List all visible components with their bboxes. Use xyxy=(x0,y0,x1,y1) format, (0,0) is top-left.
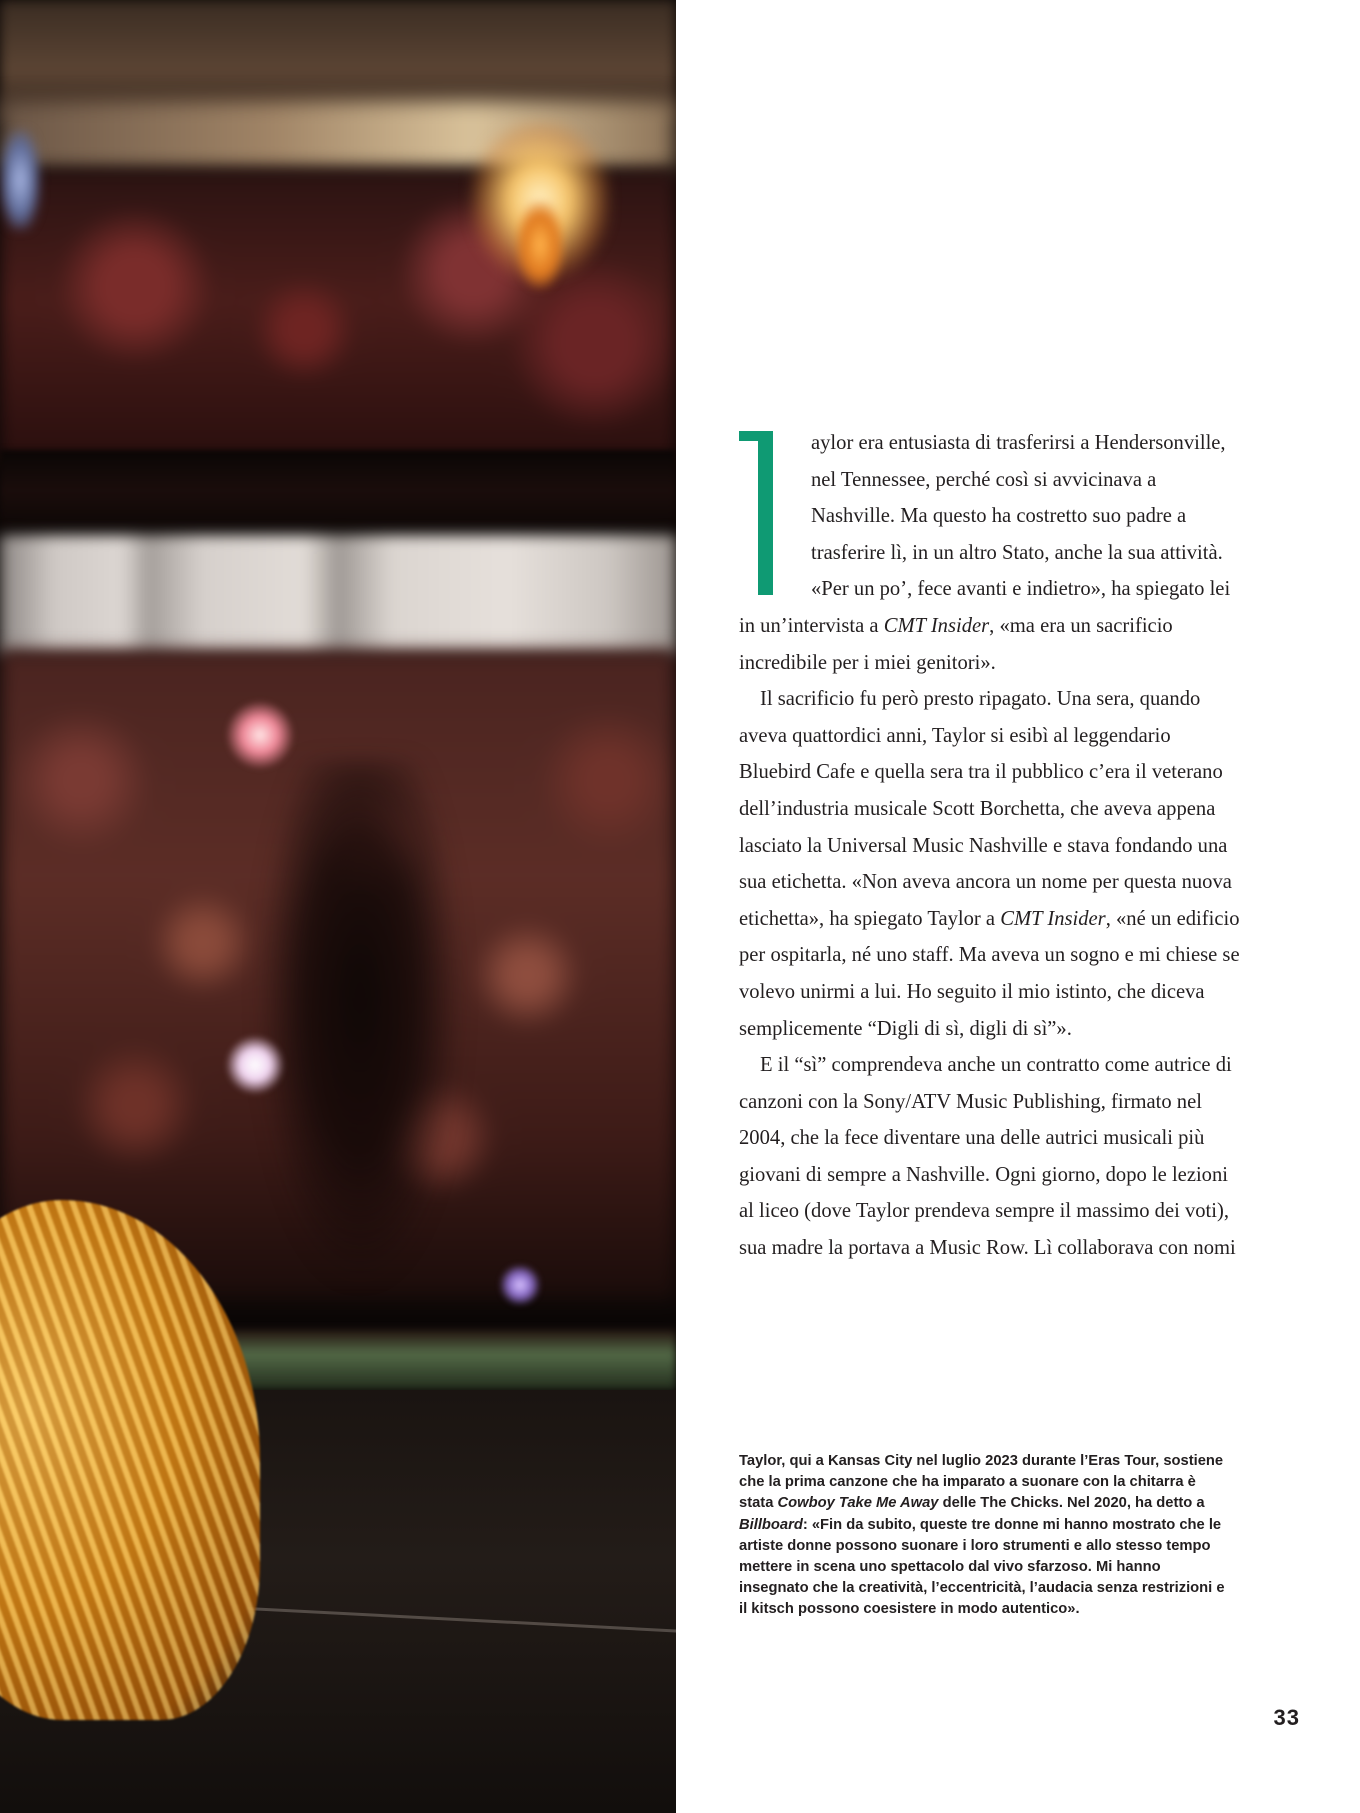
photo-caption: Taylor, qui a Kansas City nel luglio 2023 durante l’Eras Tour, sostiene che la prima canzone che ha imparato a suonare con la chitarra è stata Cowboy Take Me Away delle The Chicks. Nel 2020, ha detto a Billboard: «Fin da subito, queste tre donne mi hanno mostrato che le artiste donne possono suonare i loro strumenti e allo stesso tempo mettere in scena uno spettacolo dal vivo sfarzoso. Mi hanno insegnato che la creatività, l’eccentricità, l’audacia senza restrizioni e il kitsch possono coesistere in modo autentico». xyxy=(739,1452,1225,1618)
phone-light xyxy=(225,1035,285,1095)
article-paragraph: E il “sì” comprendeva anche un contratto come autrice di canzoni con la Sony/ATV Music Publishing, firmato nel 2004, che la fece diventare una delle autrici musicali più giovani di sempre a Nashville. Ogni giorno, dopo le lezioni al liceo (dove Taylor prendeva sempre il massimo dei voti), sua madre la portava a Music Row. Lì collaborava con nomi xyxy=(739,1054,1236,1260)
publication-name: CMT Insider xyxy=(1000,907,1106,930)
article-body xyxy=(739,425,1244,1267)
blue-light xyxy=(0,130,40,230)
page-number: 33 xyxy=(1273,1705,1300,1730)
magazine-name: Billboard xyxy=(739,1515,803,1533)
publication-name: CMT Insider xyxy=(883,614,990,637)
crowd-silhouette xyxy=(260,760,460,1280)
article-paragraph: Il sacrificio fu però presto ripagato. Una sera, quando aveva quattordici anni, Taylor si esibì al leggendario Bluebird Cafe e quella sera tra il pubblico c’era il veterano dell’industria musicale Scott Borchetta, che aveva appena lasciato la Universal Music Nashville e stava fondando una sua etichetta. «Non aveva ancora un nome per questa nuova etichetta», ha spiegato Taylor a CMT Insider, «né un edificio per ospitarla, né uno staff. Ma aveva un sogno e mi chiese se volevo unirmi a lui. Ho seguito il mio istinto, che diceva semplicemente “Digli di sì, digli di sì”». xyxy=(739,688,1240,1040)
phone-light xyxy=(225,700,295,770)
song-title: Cowboy Take Me Away xyxy=(777,1494,939,1512)
drop-cap xyxy=(739,431,800,601)
balcony-edge xyxy=(0,450,676,530)
article-paragraph: aylor era entusiasta di trasferirsi a Hendersonville, nel Tennessee, perché così si avvicinava a Nashville. Ma questo ha costretto suo padre a trasferire lì, in un altro Stato, anche la sua attività. «Per un po’, fece avanti e indietro», ha spiegato lei in un’intervista a CMT Insider, «ma era un sacrificio incredibile per i miei genitori». xyxy=(739,432,1231,674)
phone-light xyxy=(500,1265,540,1305)
concert-photo xyxy=(0,0,676,1813)
arena-panels xyxy=(0,535,676,655)
stage-light-glow xyxy=(515,200,565,290)
